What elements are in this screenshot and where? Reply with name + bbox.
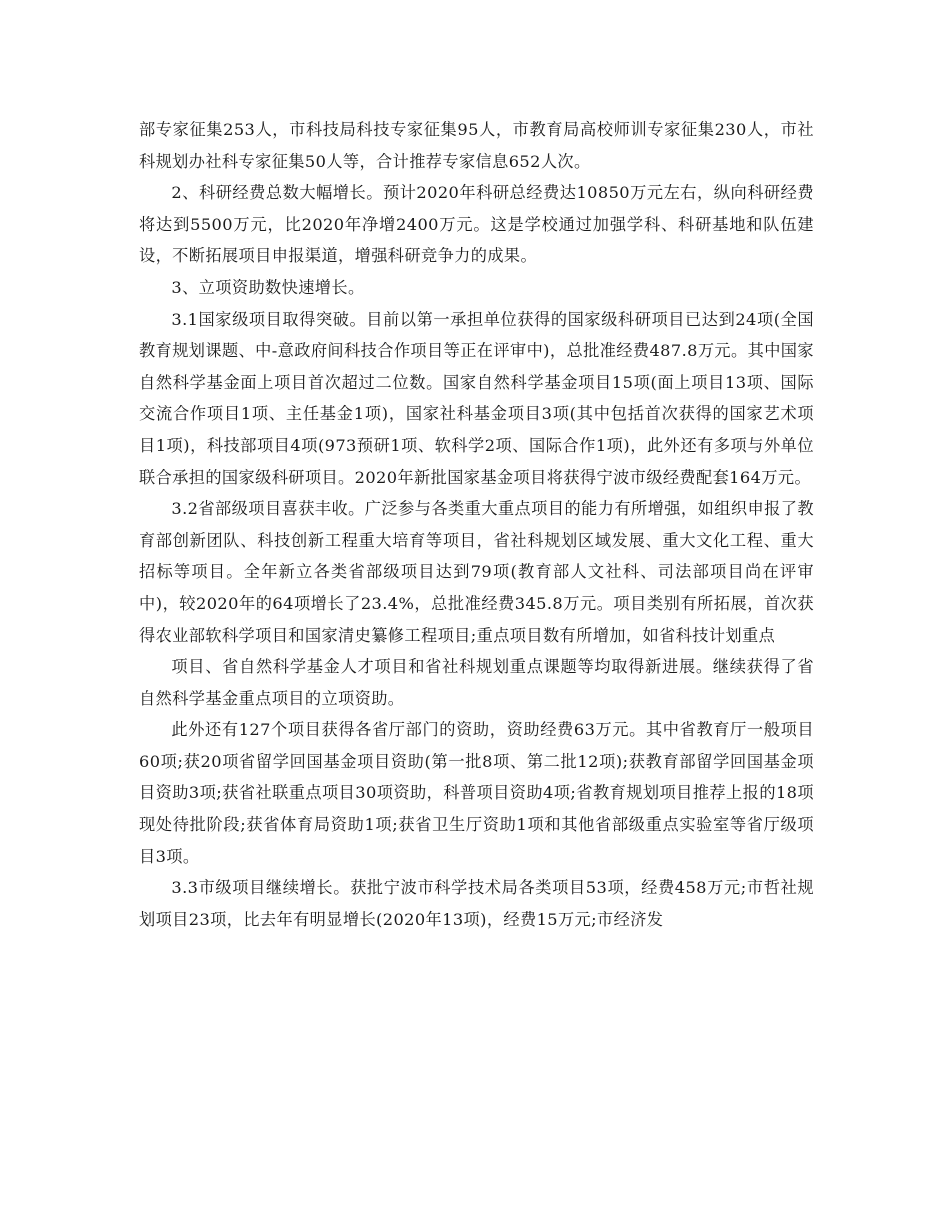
paragraph-provincial-projects-continued: 项目、省自然科学基金人才项目和省社科规划重点课题等均取得新进展。继续获得了省自然科学基金重点项目的立项资助。 xyxy=(139,657,814,708)
paragraph-departmental-funding: 此外还有127个项目获得各省厅部门的资助，资助经费63万元。其中省教育厅一般项目60项;获20项省留学回国基金项目资助(第一批8项、第二批12项);获教育部留学回国基金项目资助3项;获省社联重点项目30项资助，科普项目资助4项;省教育规划项目推荐上报的18项现处待批阶段;获省体育局资助1项;获省卫生厅资助1项和其他省部级重点实验室等省厅级项目3项。 xyxy=(139,720,814,866)
paragraph-national-projects: 3.1国家级项目取得突破。目前以第一承担单位获得的国家级科研项目已达到24项(全国教育规划课题、中-意政府间科技合作项目等正在评审中)，总批准经费487.8万元。其中国家自然科学基金面上项目首次超过二位数。国家自然科学基金项目15项(面上项目13项、国际交流合作项目1项、主任基金1项)，国家社科基金项目3项(其中包括首次获得的国家艺术项目1项)，科技部项目4项(973预研1项、软科学2项、国际合作1项)，此外还有多项与外单位联合承担的国家级科研项目。2020年新批国家基金项目将获得宁波市级经费配套164万元。 xyxy=(139,309,814,487)
paragraph-project-growth-heading: 3、立项资助数快速增长。 xyxy=(171,277,365,297)
paragraph-municipal-projects: 3.3市级项目继续增长。获批宁波市科学技术局各类项目53项，经费458万元;市哲社规划项目23项，比去年有明显增长(2020年13项)，经费15万元;市经济发 xyxy=(139,878,814,929)
paragraph-expert-collection: 部专家征集253人，市科技局科技专家征集95人，市教育局高校师训专家征集230人，市社科规划办社科专家征集50人等，合计推荐专家信息652人次。 xyxy=(139,120,814,171)
document-body xyxy=(139,114,814,935)
paragraph-provincial-projects: 3.2省部级项目喜获丰收。广泛参与各类重大重点项目的能力有所增强，如组织申报了教育部创新团队、科技创新工程重大培育等项目，省社科规划区域发展、重大文化工程、重大招标等项目。全年新立各类省部级项目达到79项(教育部人文社科、司法部项目尚在评审中)，较2020年的64项增长了23.4%，总批准经费345.8万元。项目类别有所拓展，首次获得农业部软科学项目和国家清史纂修工程项目;重点项目数有所增加，如省科技计划重点 xyxy=(139,499,814,645)
paragraph-research-funding: 2、科研经费总数大幅增长。预计2020年科研总经费达10850万元左右，纵向科研经费将达到5500万元，比2020年净增2400万元。这是学校通过加强学科、科研基地和队伍建设，不断拓展项目申报渠道，增强科研竞争力的成果。 xyxy=(139,183,814,266)
